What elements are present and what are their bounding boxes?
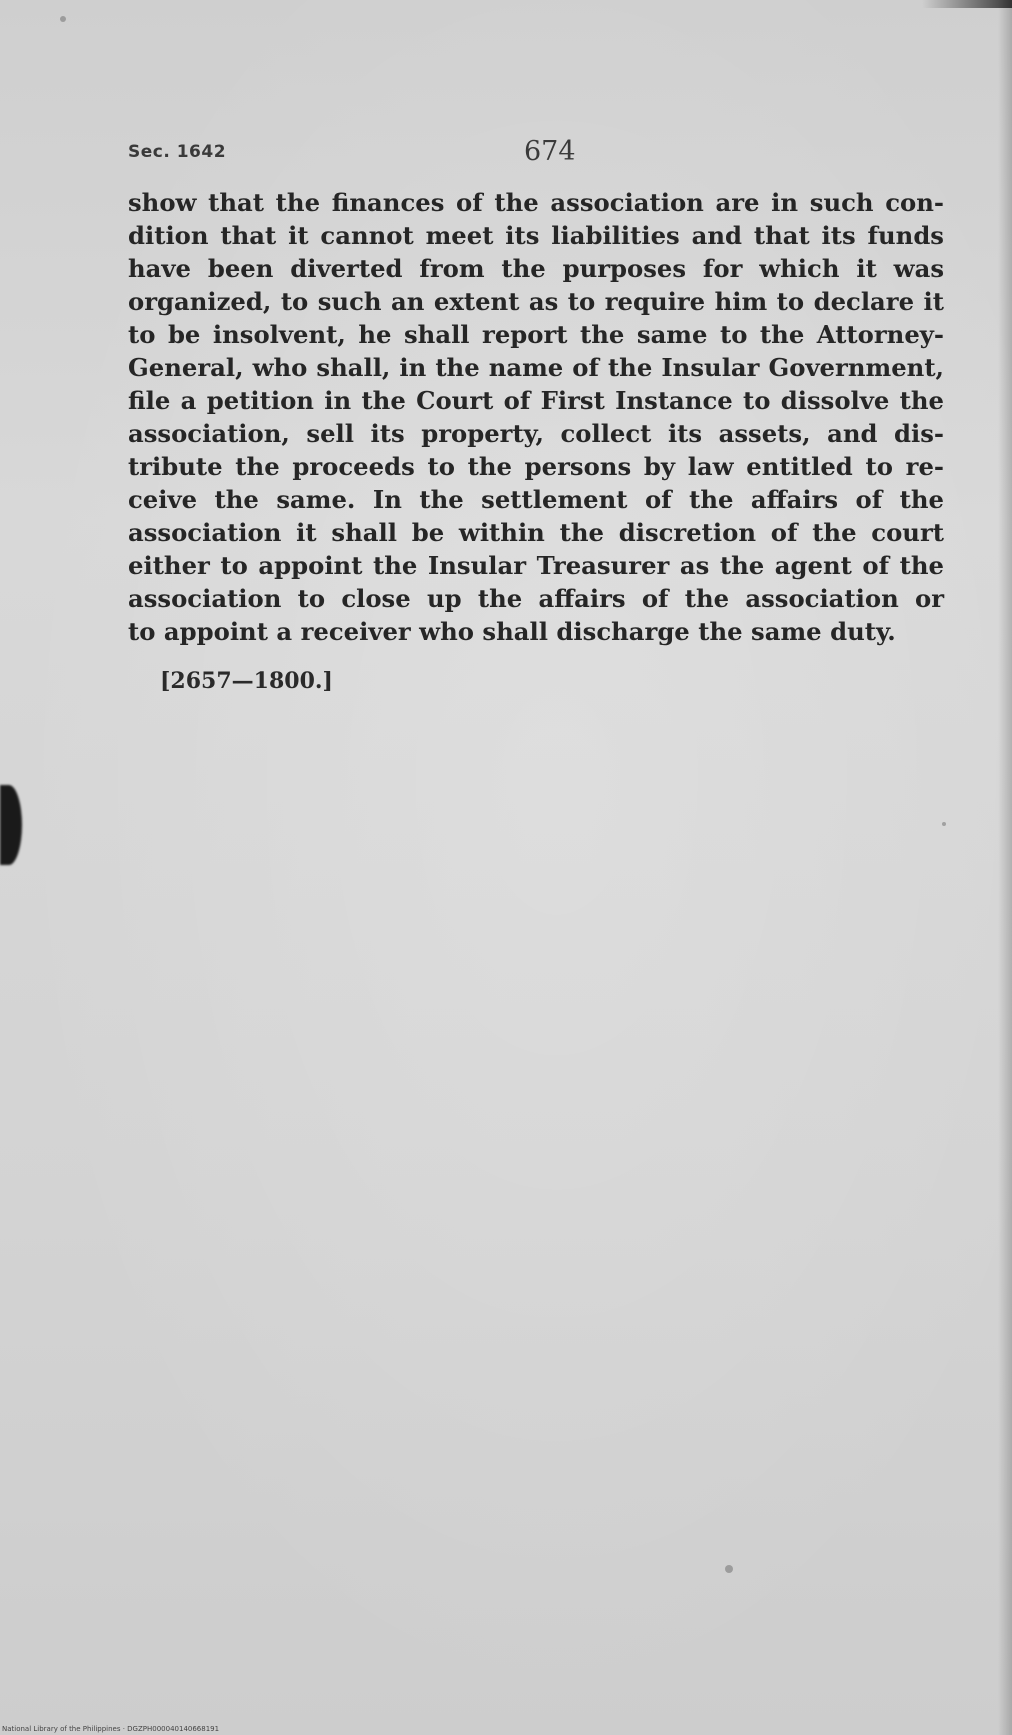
text-line: show that the finances of the association are in such con- [128, 188, 944, 217]
body-paragraph [128, 186, 944, 648]
page-edge-shadow [998, 0, 1012, 1735]
text-line: association it shall be within the discretion of the court [128, 518, 944, 547]
section-label: Sec. 1642 [128, 142, 227, 162]
text-line: to be insolvent, he shall report the same to the Attorney- [128, 320, 944, 349]
running-head [128, 136, 888, 176]
text-line: to appoint a receiver who shall discharge the same duty. [128, 617, 896, 646]
dust-speck [725, 1565, 733, 1573]
text-line: association, sell its property, collect its assets, and dis- [128, 419, 944, 448]
text-line: organized, to such an extent as to require him to declare it [128, 287, 944, 316]
corner-mark [922, 0, 1012, 8]
text-line: association to close up the affairs of the association or [128, 584, 944, 613]
text-line: have been diverted from the purposes for which it was [128, 254, 944, 283]
text-line: General, who shall, in the name of the Insular Government, [128, 353, 944, 382]
text-line: either to appoint the Insular Treasurer as the agent of the [128, 551, 944, 580]
page-number: 674 [524, 136, 576, 167]
source-citation: [2657—1800.] [160, 668, 333, 694]
scan-credit: National Library of the Philippines · DGZPH000040140668191 [2, 1725, 220, 1733]
text-line: ceive the same. In the settlement of the affairs of the [128, 485, 944, 514]
text-line: dition that it cannot meet its liabilities and that its funds [128, 221, 944, 250]
binding-blot [0, 785, 22, 865]
dust-speck [60, 16, 66, 22]
text-line: file a petition in the Court of First Instance to dissolve the [128, 386, 944, 415]
text-line: tribute the proceeds to the persons by law entitled to re- [128, 452, 944, 481]
dust-speck [942, 822, 946, 826]
